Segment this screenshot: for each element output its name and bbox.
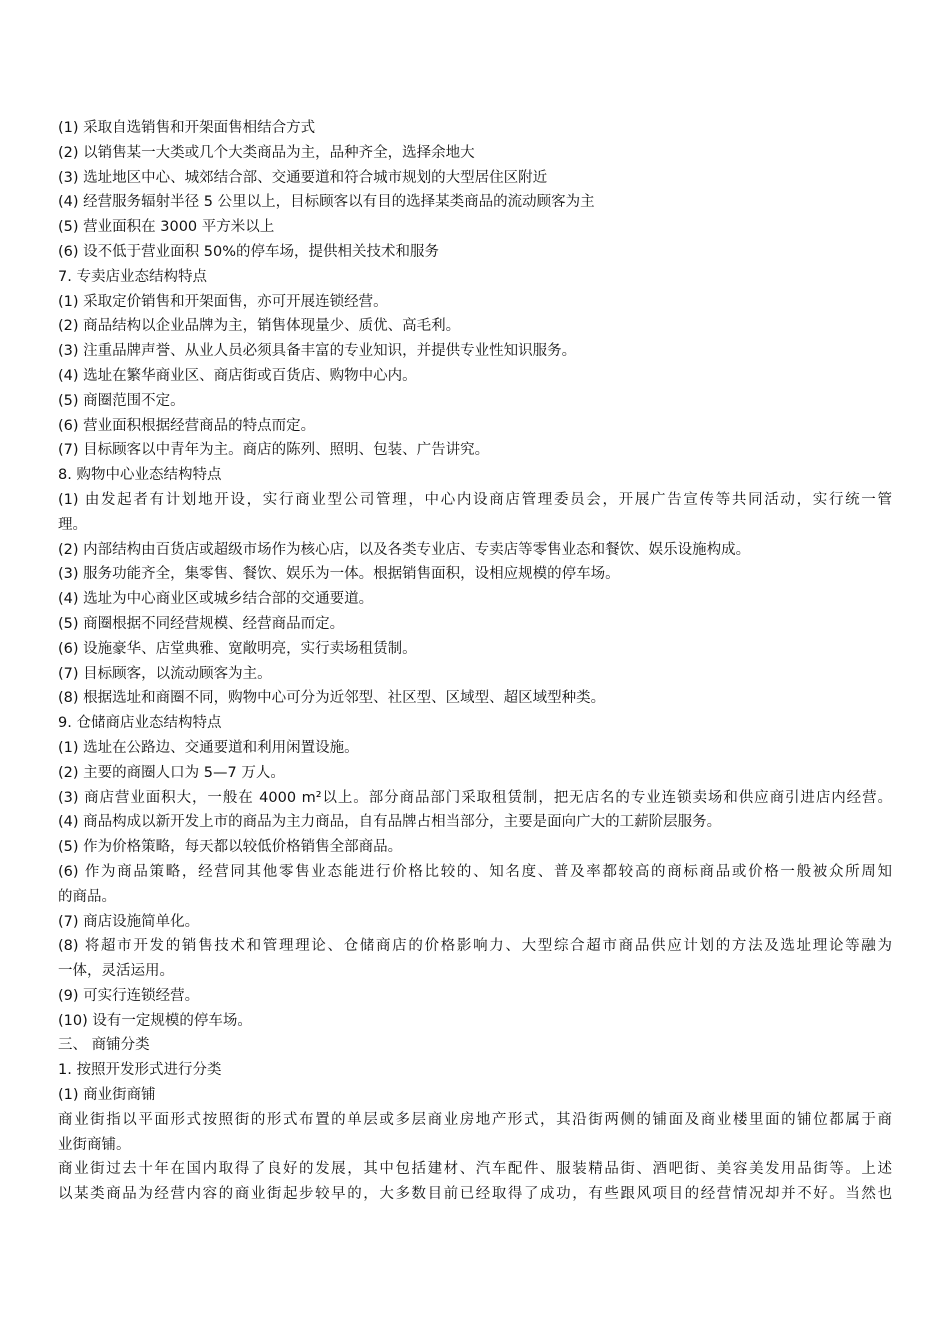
text-line: 一体，灵活运用。 [58,963,174,980]
text-line: (5) 作为价格策略，每天都以较低价格销售全部商品。 [58,839,403,856]
text-line: 1. 按照开发形式进行分类 [58,1062,222,1079]
text-line: (4) 选址为中心商业区或城乡结合部的交通要道。 [58,591,374,608]
text-line: (4) 商品构成以新开发上市的商品为主力商品，自有品牌占相当部分，主要是面向广大的工薪阶层服务。 [58,814,722,831]
text-line: (1) 采取自选销售和开架面售相结合方式 [58,120,316,136]
text-line: (1) 选址在公路边、交通要道和利用闲置设施。 [58,739,359,756]
text-line: (5) 商圈根据不同经营规模、经营商品而定。 [58,615,345,632]
text-line: (3) 选址地区中心、城郊结合部、交通要道和符合城市规划的大型居住区附近 [58,169,548,186]
text-line: (3) 商店营业面积大，一般在 4000 m²以上。部分商品部门采取租赁制，把无店名的专业连锁卖场和供应商引进店内经营。 [58,789,892,806]
text-line: (9) 可实行连锁经营。 [58,987,200,1004]
text-line: (6) 营业面积根据经营商品的特点而定。 [58,417,316,434]
text-line: (8) 将超市开发的销售技术和管理理论、仓储商店的价格影响力、大型综合超市商品供应计划的方法及选址理论等融为 [58,938,892,955]
text-line: (7) 商店设施简单化。 [58,913,200,930]
text-line: (6) 设不低于营业面积 50%的停车场，提供相关技术和服务 [58,243,439,260]
text-line: 以某类商品为经营内容的商业街起步较早的，大多数目前已经取得了成功，有些跟风项目的经营情况却并不好。当然也 [58,1186,892,1203]
text-line: (6) 作为商品策略，经营同其他零售业态能进行价格比较的、知名度、普及率都较高的商标商品或价格一般被众所周知 [58,863,892,880]
text-line: (1) 商业街商铺 [58,1087,156,1104]
text-line: (7) 目标顾客，以流动顾客为主。 [58,665,272,682]
text-line: 7. 专卖店业态结构特点 [58,268,207,285]
text-line: 商业街过去十年在国内取得了良好的发展，其中包括建材、汽车配件、服装精品街、酒吧街、美容美发用品街等。上述 [58,1161,892,1178]
text-line: (1) 由发起者有计划地开设，实行商业型公司管理，中心内设商店管理委员会，开展广告宣传等共同活动，实行统一管 [58,491,892,508]
text-line: (2) 商品结构以企业品牌为主，销售体现量少、质优、高毛利。 [58,318,461,335]
text-line: (3) 注重品牌声誉、从业人员必须具备丰富的专业知识，并提供专业性知识服务。 [58,343,577,360]
text-line: (2) 以销售某一大类或几个大类商品为主，品种齐全，选择余地大 [58,144,475,161]
text-line: (10) 设有一定规模的停车场。 [58,1012,252,1029]
text-line: 9. 仓储商店业态结构特点 [58,715,222,732]
text-line: 三、 商铺分类 [58,1037,150,1054]
text-line: (1) 采取定价销售和开架面售，亦可开展连锁经营。 [58,293,388,310]
text-line: (5) 商圈范围不定。 [58,392,185,409]
document-page [58,116,892,1207]
text-line: (7) 目标顾客以中青年为主。商店的陈列、照明、包装、广告讲究。 [58,442,490,459]
text-line: (5) 营业面积在 3000 平方米以上 [58,219,275,236]
text-line: (2) 主要的商圈人口为 5—7 万人。 [58,764,285,781]
text-line: (8) 根据选址和商圈不同，购物中心可分为近邻型、社区型、区域型、超区域型种类。 [58,690,606,707]
text-line: 的商品。 [58,888,116,905]
text-line: (4) 选址在繁华商业区、商店街或百货店、购物中心内。 [58,367,417,384]
text-line: 理。 [58,516,87,533]
text-line: 业街商铺。 [58,1136,131,1153]
text-line: 商业街指以平面形式按照街的形式布置的单层或多层商业房地产形式，其沿街两侧的铺面及商业楼里面的铺位都属于商 [58,1111,892,1128]
text-line: 8. 购物中心业态结构特点 [58,467,222,484]
text-line: (4) 经营服务辐射半径 5 公里以上，目标顾客以有目的选择某类商品的流动顾客为主 [58,194,595,211]
text-line: (6) 设施豪华、店堂典雅、宽敞明亮，实行卖场租赁制。 [58,640,417,657]
text-line: (3) 服务功能齐全，集零售、餐饮、娱乐为一体。根据销售面积，设相应规模的停车场。 [58,566,620,583]
text-line: (2) 内部结构由百货店或超级市场作为核心店，以及各类专业店、专卖店等零售业态和餐饮、娱乐设施构成。 [58,541,751,558]
